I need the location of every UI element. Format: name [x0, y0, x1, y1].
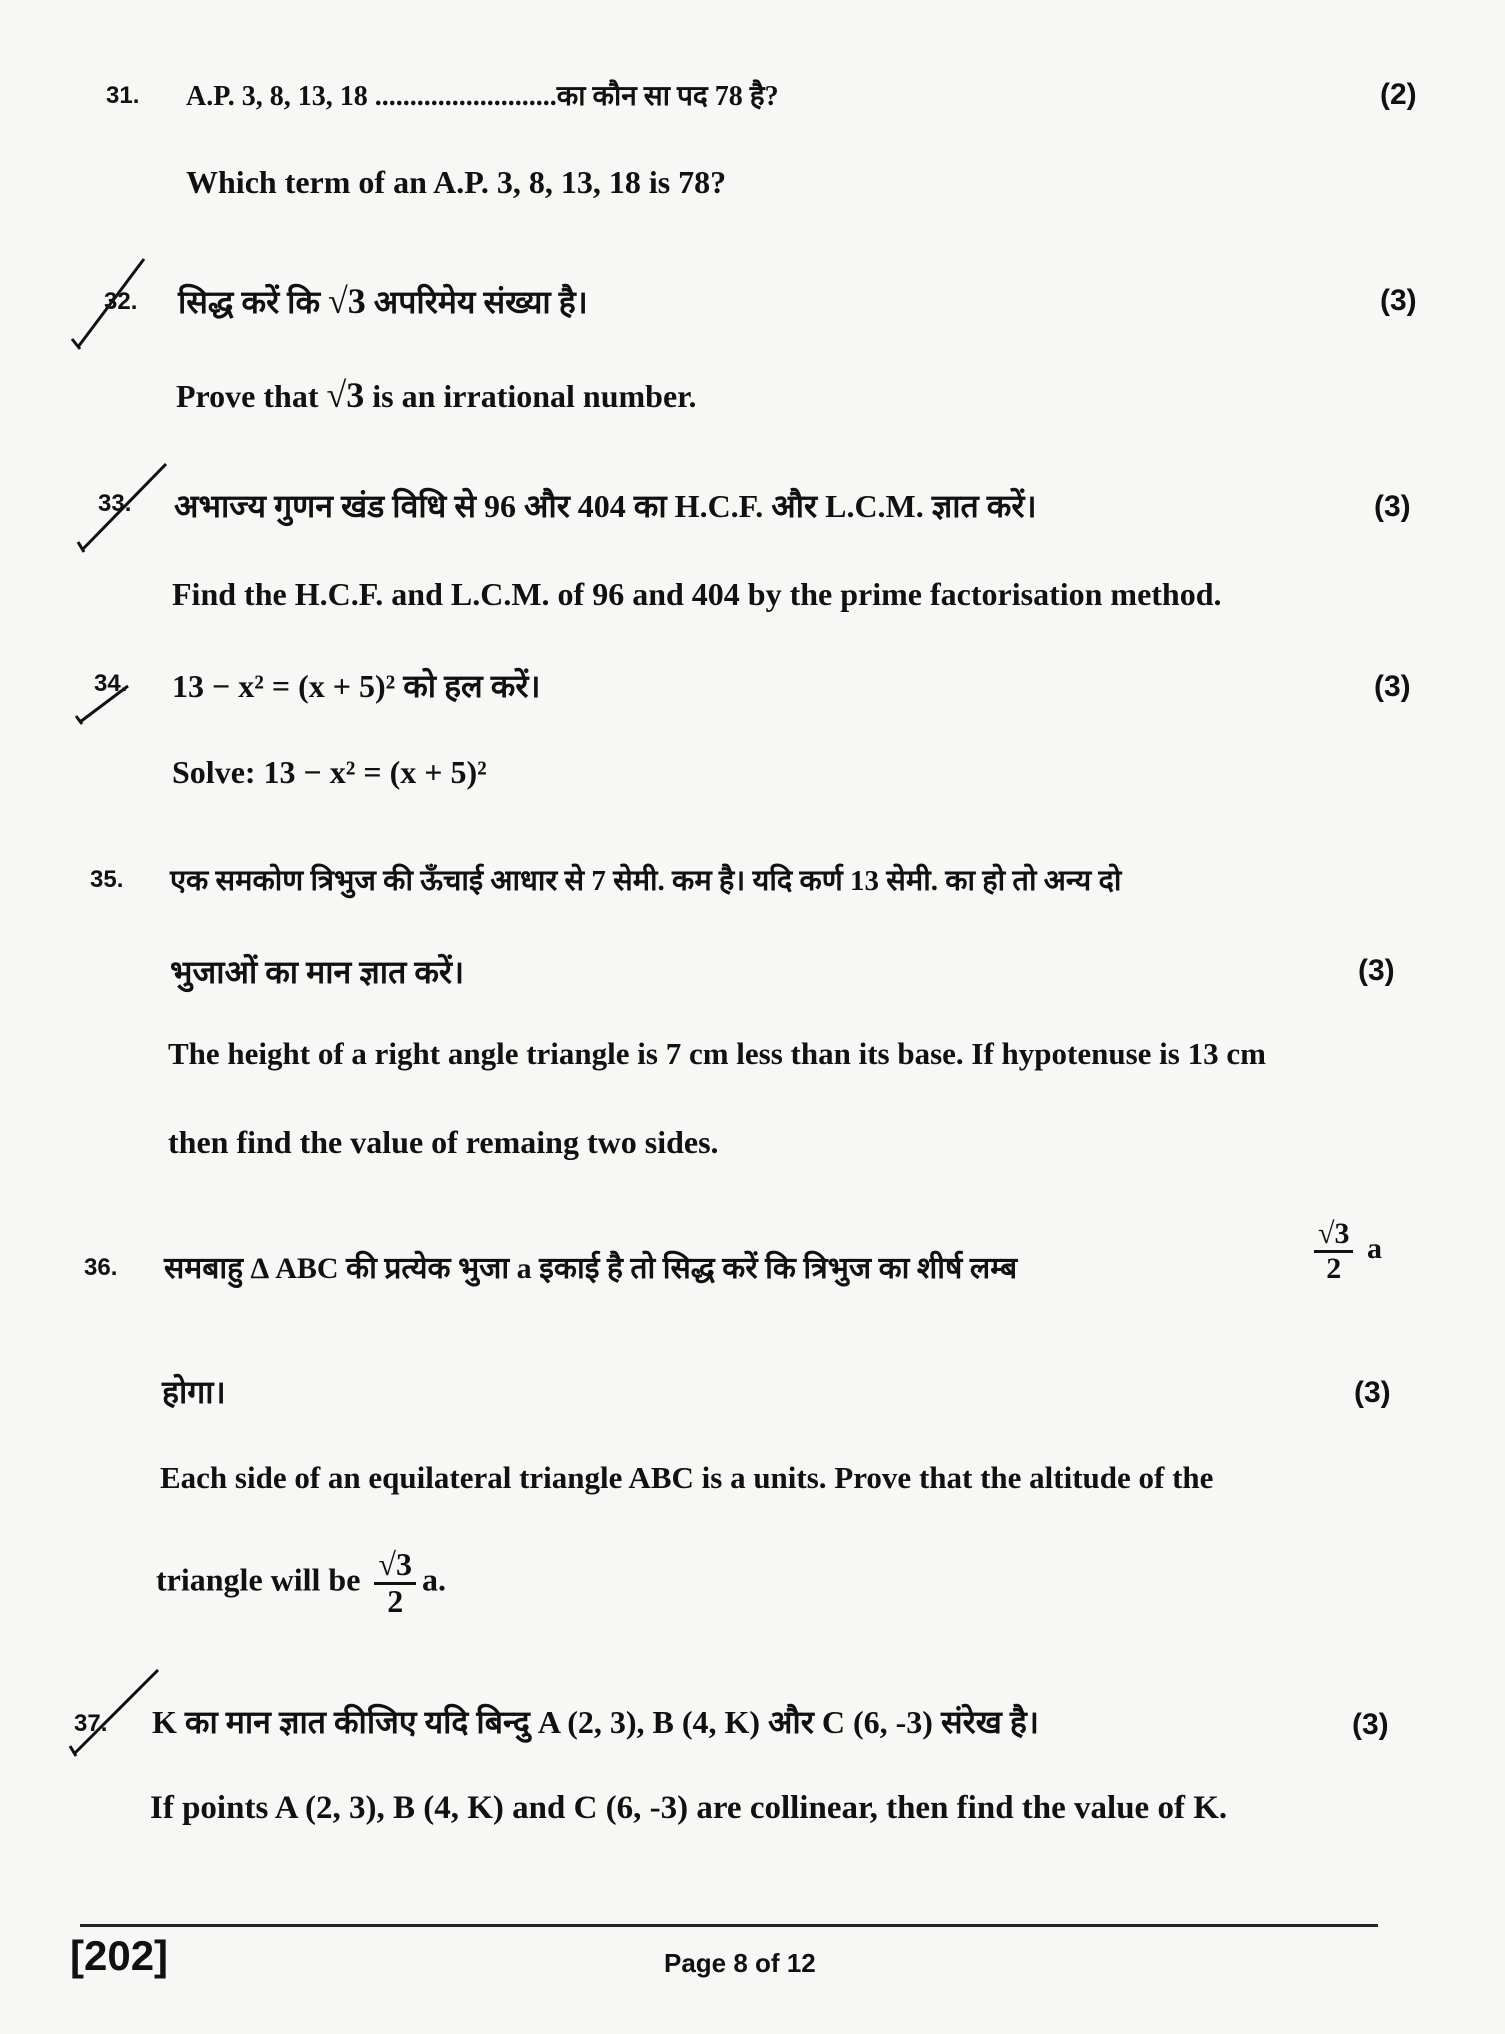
question-english-line-1: The height of a right angle triangle is 7 cm less than its base. If hypotenuse is 13 cm [168, 1036, 1266, 1071]
footer-divider [80, 1924, 1378, 1927]
question-english-text: Which term of an A.P. 3, 8, 13, 18 is 78? [186, 164, 727, 200]
question-english-line-1: Each side of an equilateral triangle ABC is a units. Prove that the altitude of the [160, 1460, 1214, 1495]
question-english-line-2: then find the value of remaing two sides. [168, 1124, 719, 1160]
question-hindi-line-1: एक समकोण त्रिभुज की ऊँचाई आधार से 7 सेमी. कम है। यदि कर्ण 13 सेमी. का हो तो अन्य दो [170, 865, 1122, 897]
question-hindi-text: सिद्ध करें कि √3 अपरिमेय संख्या है। [178, 281, 588, 321]
marks: (3) [1374, 670, 1411, 703]
question-number: 37. [74, 1710, 108, 1737]
marks: (3) [1358, 954, 1395, 987]
question-number: 31. [106, 82, 140, 109]
page-number: Page 8 of 12 [664, 1948, 816, 1978]
question-number: 36. [84, 1254, 118, 1281]
marks: (3) [1352, 1708, 1389, 1741]
question-number: 35. [90, 866, 124, 893]
question-hindi-line-2: भुजाओं का मान ज्ञात करें। [170, 954, 465, 990]
question-number: 32. [104, 288, 138, 315]
marks: (3) [1374, 490, 1411, 523]
marks: (3) [1354, 1376, 1391, 1409]
question-hindi-text: 13 − x² = (x + 5)² को हल करें। [172, 668, 541, 704]
question-number: 33. [98, 490, 132, 517]
question-hindi-text: K का मान ज्ञात कीजिए यदि बिन्दु A (2, 3), B (4, K) और C (6, -3) संरेख है। [152, 1704, 1039, 1740]
question-english-text: Solve: 13 − x² = (x + 5)² [172, 754, 487, 790]
question-english-line-2: triangle will be $\frac{√3}{2}$ a. [156, 1546, 446, 1619]
question-hindi-text: A.P. 3, 8, 13, 18 ..........................का कौन सा पद 78 है? [186, 81, 779, 112]
question-english-text: Find the H.C.F. and L.C.M. of 96 and 404 by the prime factorisation method. [172, 576, 1222, 612]
question-english-text: Prove that √3 is an irrational number. [176, 375, 697, 415]
question-hindi-line-1: समबाहु Δ ABC की प्रत्येक भुजा a इकाई है तो सिद्ध करें कि त्रिभुज का शीर्ष लम्ब [164, 1252, 1018, 1285]
altitude-fraction: $\frac{√3}{2}$ a [1308, 1218, 1382, 1284]
question-number: 34. [94, 670, 128, 697]
paper-code: [202] [70, 1932, 169, 1979]
question-english-text: If points A (2, 3), B (4, K) and C (6, -3) are collinear, then find the value of K. [150, 1790, 1228, 1826]
question-hindi-text: अभाज्य गुणन खंड विधि से 96 और 404 का H.C.F. और L.C.M. ज्ञात करें। [174, 488, 1037, 524]
marks: (3) [1380, 284, 1417, 317]
marks: (2) [1380, 78, 1417, 111]
question-hindi-line-2: होगा। [162, 1374, 226, 1410]
